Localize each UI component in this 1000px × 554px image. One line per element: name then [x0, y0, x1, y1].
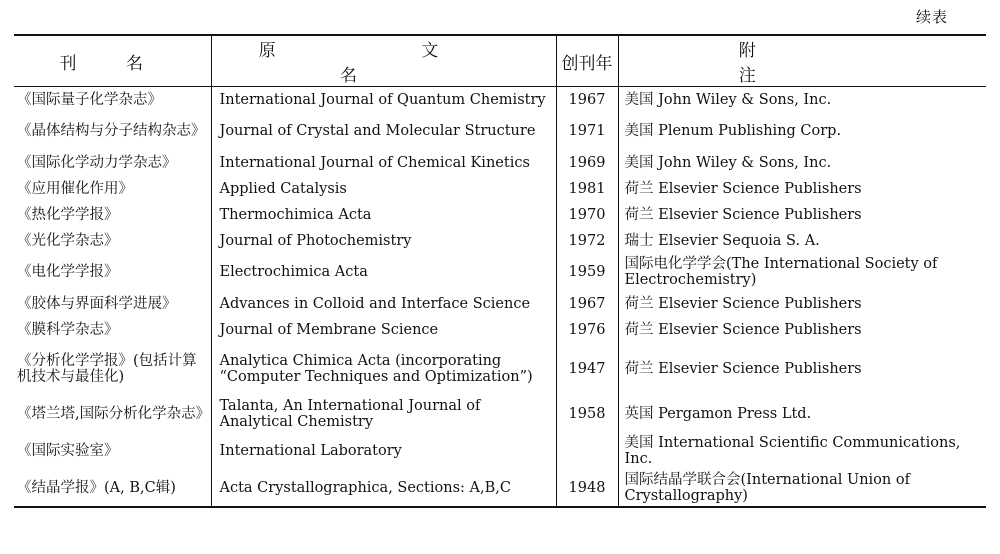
notes-cell: 美国 International Scientific Communications, Inc. — [618, 433, 986, 470]
table-header-row — [14, 35, 986, 87]
notes-cell: 荷兰 Elsevier Science Publishers — [618, 291, 986, 317]
journal-table — [14, 34, 986, 508]
journal-name-cell: 《国际化学动力学杂志》 — [17, 154, 177, 171]
founded-year-cell: 1981 — [556, 176, 618, 202]
journal-name-cell: 《膜科学杂志》 — [17, 321, 119, 338]
notes-cell: 国际结晶学联合会(International Union of Crystallography) — [618, 470, 986, 507]
table-row — [14, 113, 986, 150]
journal-name-cell: 《电化学学报》 — [17, 264, 119, 280]
table-row — [14, 254, 986, 291]
founded-year-cell: 1967 — [556, 87, 618, 113]
founded-year-cell: 1958 — [556, 396, 618, 433]
table-row — [14, 150, 986, 176]
notes-cell: 瑞士 Elsevier Sequoia S. A. — [618, 228, 986, 254]
founded-year-cell: 1947 — [556, 343, 618, 396]
table-row — [14, 87, 986, 113]
original-name-cell: Journal of Membrane Science — [211, 317, 556, 343]
table-row — [14, 396, 986, 433]
original-name-cell: Thermochimica Acta — [211, 202, 556, 228]
founded-year-cell: 1948 — [556, 470, 618, 507]
original-name-cell: International Journal of Quantum Chemistry — [211, 87, 556, 113]
journal-name-cell: 《胶体与界面科学进展》 — [17, 295, 177, 312]
original-name-cell: Applied Catalysis — [211, 176, 556, 202]
original-name-cell: International Laboratory — [211, 433, 556, 470]
notes-cell: 荷兰 Elsevier Science Publishers — [618, 202, 986, 228]
continued-label: 续表 — [915, 8, 948, 26]
original-name-cell: Advances in Colloid and Interface Science — [211, 291, 556, 317]
header-founded-year: 创刊年 — [556, 35, 618, 87]
table-row — [14, 470, 986, 507]
notes-cell: 英国 Pergamon Press Ltd. — [618, 396, 986, 433]
notes-cell: 国际电化学学会(The International Society of Electrochemistry) — [618, 254, 986, 291]
original-name-cell: Acta Crystallographica, Sections: A,B,C — [211, 470, 556, 507]
journal-name-cell: 《光化学杂志》 — [17, 232, 119, 249]
journal-name-cell: 《分析化学学报》(包括计算机技术与最佳化) — [17, 353, 197, 385]
table-body — [14, 87, 986, 507]
journal-name-cell: 《塔兰塔,国际分析化学杂志》 — [17, 406, 211, 422]
original-name-cell: Journal of Photochemistry — [211, 228, 556, 254]
table-row — [14, 228, 986, 254]
founded-year-cell: 1971 — [556, 113, 618, 150]
notes-cell: 美国 Plenum Publishing Corp. — [618, 113, 986, 150]
notes-cell: 荷兰 Elsevier Science Publishers — [618, 343, 986, 396]
notes-cell: 荷兰 Elsevier Science Publishers — [618, 176, 986, 202]
original-name-cell: Talanta, An International Journal of Analytical Chemistry — [211, 396, 556, 433]
journal-name-cell: 《国际量子化学杂志》 — [17, 91, 162, 108]
original-name-cell: Analytica Chimica Acta (incorporating “Computer Techniques and Optimization”) — [211, 343, 556, 396]
notes-cell: 荷兰 Elsevier Science Publishers — [618, 317, 986, 343]
founded-year-cell — [556, 433, 618, 470]
founded-year-cell: 1976 — [556, 317, 618, 343]
notes-cell: 美国 John Wiley & Sons, Inc. — [618, 87, 986, 113]
header-original-name: 原 文 名 — [211, 35, 556, 87]
table-row — [14, 291, 986, 317]
table-row — [14, 343, 986, 396]
header-notes: 附 注 — [618, 35, 986, 87]
journal-name-cell: 《应用催化作用》 — [17, 180, 133, 197]
original-name-cell: International Journal of Chemical Kinetics — [211, 150, 556, 176]
notes-cell: 美国 John Wiley & Sons, Inc. — [618, 150, 986, 176]
founded-year-cell: 1970 — [556, 202, 618, 228]
founded-year-cell: 1972 — [556, 228, 618, 254]
founded-year-cell: 1959 — [556, 254, 618, 291]
journal-name-cell: 《晶体结构与分子结构杂志》 — [17, 123, 206, 139]
table-row — [14, 202, 986, 228]
journal-name-cell: 《国际实验室》 — [17, 443, 119, 459]
founded-year-cell: 1967 — [556, 291, 618, 317]
journal-name-cell: 《热化学学报》 — [17, 206, 119, 223]
table-row — [14, 317, 986, 343]
table-row — [14, 176, 986, 202]
founded-year-cell: 1969 — [556, 150, 618, 176]
table-row — [14, 433, 986, 470]
journal-name-cell: 《结晶学报》(A, B,C辑) — [14, 470, 211, 507]
original-name-cell: Journal of Crystal and Molecular Structure — [211, 113, 556, 150]
header-journal-name: 刊 名 — [14, 35, 211, 87]
original-name-cell: Electrochimica Acta — [211, 254, 556, 291]
